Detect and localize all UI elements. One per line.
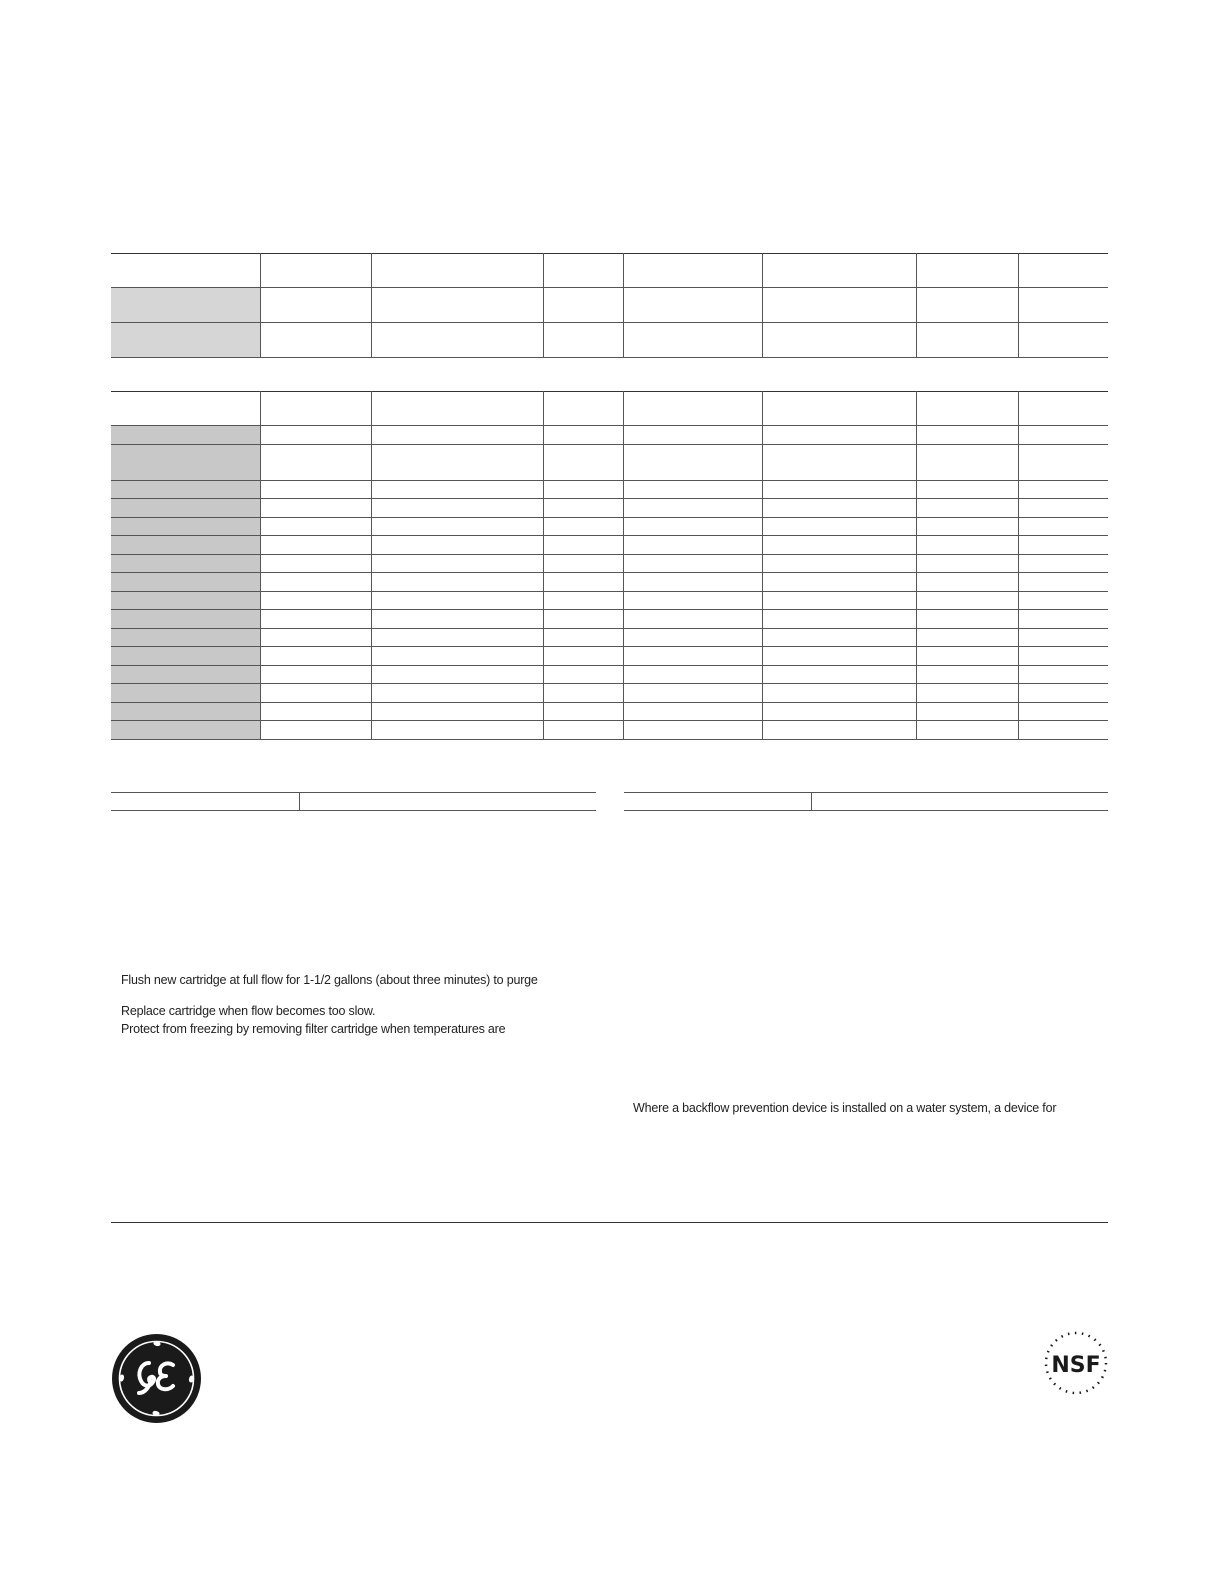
- table-row: [111, 702, 1108, 721]
- table-row: [111, 517, 1108, 536]
- table-row: [111, 684, 1108, 703]
- table-row: [111, 628, 1108, 647]
- backflow-notice: Where a backflow prevention device is installed on a water system, a device for: [633, 1101, 1057, 1115]
- table-header-row: [111, 254, 1108, 288]
- table-row: [111, 591, 1108, 610]
- table-row: [111, 721, 1108, 740]
- table-header-row: [111, 392, 1108, 426]
- replace-instruction: Replace cartridge when flow becomes too slow.: [121, 1004, 376, 1018]
- flush-instruction: Flush new cartridge at full flow for 1-1/2 gallons (about three minutes) to purge: [121, 973, 538, 987]
- table-row: [111, 499, 1108, 518]
- table-row: [111, 426, 1108, 445]
- table-row: [111, 665, 1108, 684]
- nsf-logo-text: NSF: [1051, 1353, 1101, 1378]
- ge-logo-icon: [111, 1333, 202, 1429]
- table-row: [111, 610, 1108, 629]
- performance-table-main: [111, 391, 1108, 740]
- spec-table-left: [111, 792, 596, 811]
- table-row: [624, 793, 1108, 811]
- table-row: [111, 554, 1108, 573]
- table-row: [111, 480, 1108, 499]
- table-row: [111, 647, 1108, 666]
- table-row: [111, 536, 1108, 555]
- table-row: [111, 323, 1108, 358]
- footer-divider: [111, 1222, 1108, 1223]
- table-row: [111, 793, 596, 811]
- table-row: [111, 444, 1108, 480]
- freeze-instruction: Protect from freezing by removing filter cartridge when temperatures are: [121, 1022, 506, 1036]
- performance-table-top: [111, 253, 1108, 358]
- table-row: [111, 573, 1108, 592]
- table-row: [111, 288, 1108, 323]
- spec-table-right: [624, 792, 1108, 811]
- nsf-logo-icon: [1043, 1330, 1109, 1401]
